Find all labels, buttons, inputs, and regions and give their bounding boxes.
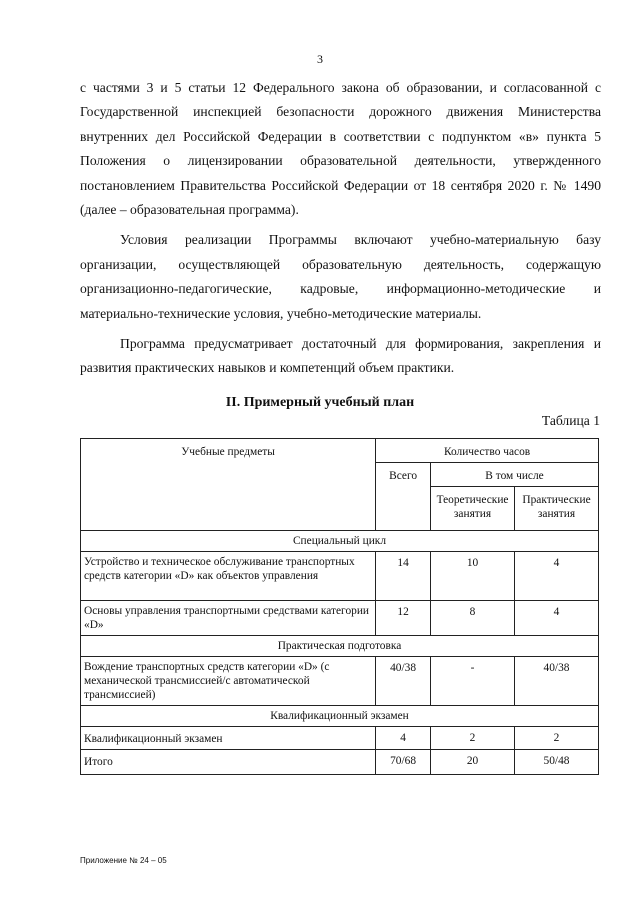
table-row-practice: 40/38 — [515, 657, 599, 706]
header-including: В том числе — [431, 463, 599, 487]
table-row-practice: 4 — [515, 552, 599, 601]
table-row-theory: 8 — [431, 601, 515, 636]
table-row-practice: 2 — [515, 727, 599, 750]
table-caption: Таблица 1 — [541, 413, 600, 428]
header-hours: Количество часов — [376, 439, 599, 463]
section-title-exam: Квалификационный экзамен — [81, 706, 599, 727]
header-total: Всего — [376, 463, 431, 531]
header-practice: Практические занятия — [515, 487, 599, 531]
total-row-total: 70/68 — [376, 750, 431, 775]
table-row-total: 12 — [376, 601, 431, 636]
body-text — [80, 76, 601, 387]
total-row-theory: 20 — [431, 750, 515, 775]
total-row-label: Итого — [81, 750, 376, 775]
paragraph-3: Программа предусматривает достаточный для формирования, закрепления и развития практических навыков и компетенций объем практики. — [80, 336, 601, 376]
table-row-theory: - — [431, 657, 515, 706]
table-row-subject: Устройство и техническое обслуживание транспортных средств категории «D» как объектов управления — [81, 552, 376, 601]
curriculum-table — [80, 438, 599, 775]
header-theory: Теоретические занятия — [431, 487, 515, 531]
footer-text: Приложение № 24 – 05 — [80, 856, 167, 865]
table-row-total: 40/38 — [376, 657, 431, 706]
table-row-subject: Вождение транспортных средств категории «D» (с механической трансмиссией/с автоматической трансмиссией) — [81, 657, 376, 706]
total-row-practice: 50/48 — [515, 750, 599, 775]
table-row-total: 14 — [376, 552, 431, 601]
page-number: 3 — [317, 52, 323, 66]
paragraph-1: с частями 3 и 5 статьи 12 Федерального закона об образовании, и согласованной с Государственной инспекцией безопасности дорожного движения Министерства внутренних дел Российской Федерации в соответствии с подпунктом «в» пункта 5 Положения о лицензировании образовательной деятельности, утвержденного постановлением Правительства Российской Федерации от 18 сентября 2020 г. № 1490 (далее – образовательная программа). — [80, 80, 601, 218]
paragraph-2: Условия реализации Программы включают учебно-материальную базу организации, осуществляющей образовательную деятельность, содержащую организационно-педагогические, кадровые, информационно-методические и материально-технические условия, учебно-методические материалы. — [80, 232, 601, 321]
table-row-subject: Квалификационный экзамен — [81, 727, 376, 750]
table-row-theory: 2 — [431, 727, 515, 750]
section-title: II. Примерный учебный план — [225, 395, 415, 410]
section-title-special: Специальный цикл — [81, 531, 599, 552]
table-row-total: 4 — [376, 727, 431, 750]
table-row-subject: Основы управления транспортными средствами категории «D» — [81, 601, 376, 636]
section-title-practical: Практическая подготовка — [81, 636, 599, 657]
table-row-practice: 4 — [515, 601, 599, 636]
table-row-theory: 10 — [431, 552, 515, 601]
header-subjects: Учебные предметы — [81, 439, 376, 531]
